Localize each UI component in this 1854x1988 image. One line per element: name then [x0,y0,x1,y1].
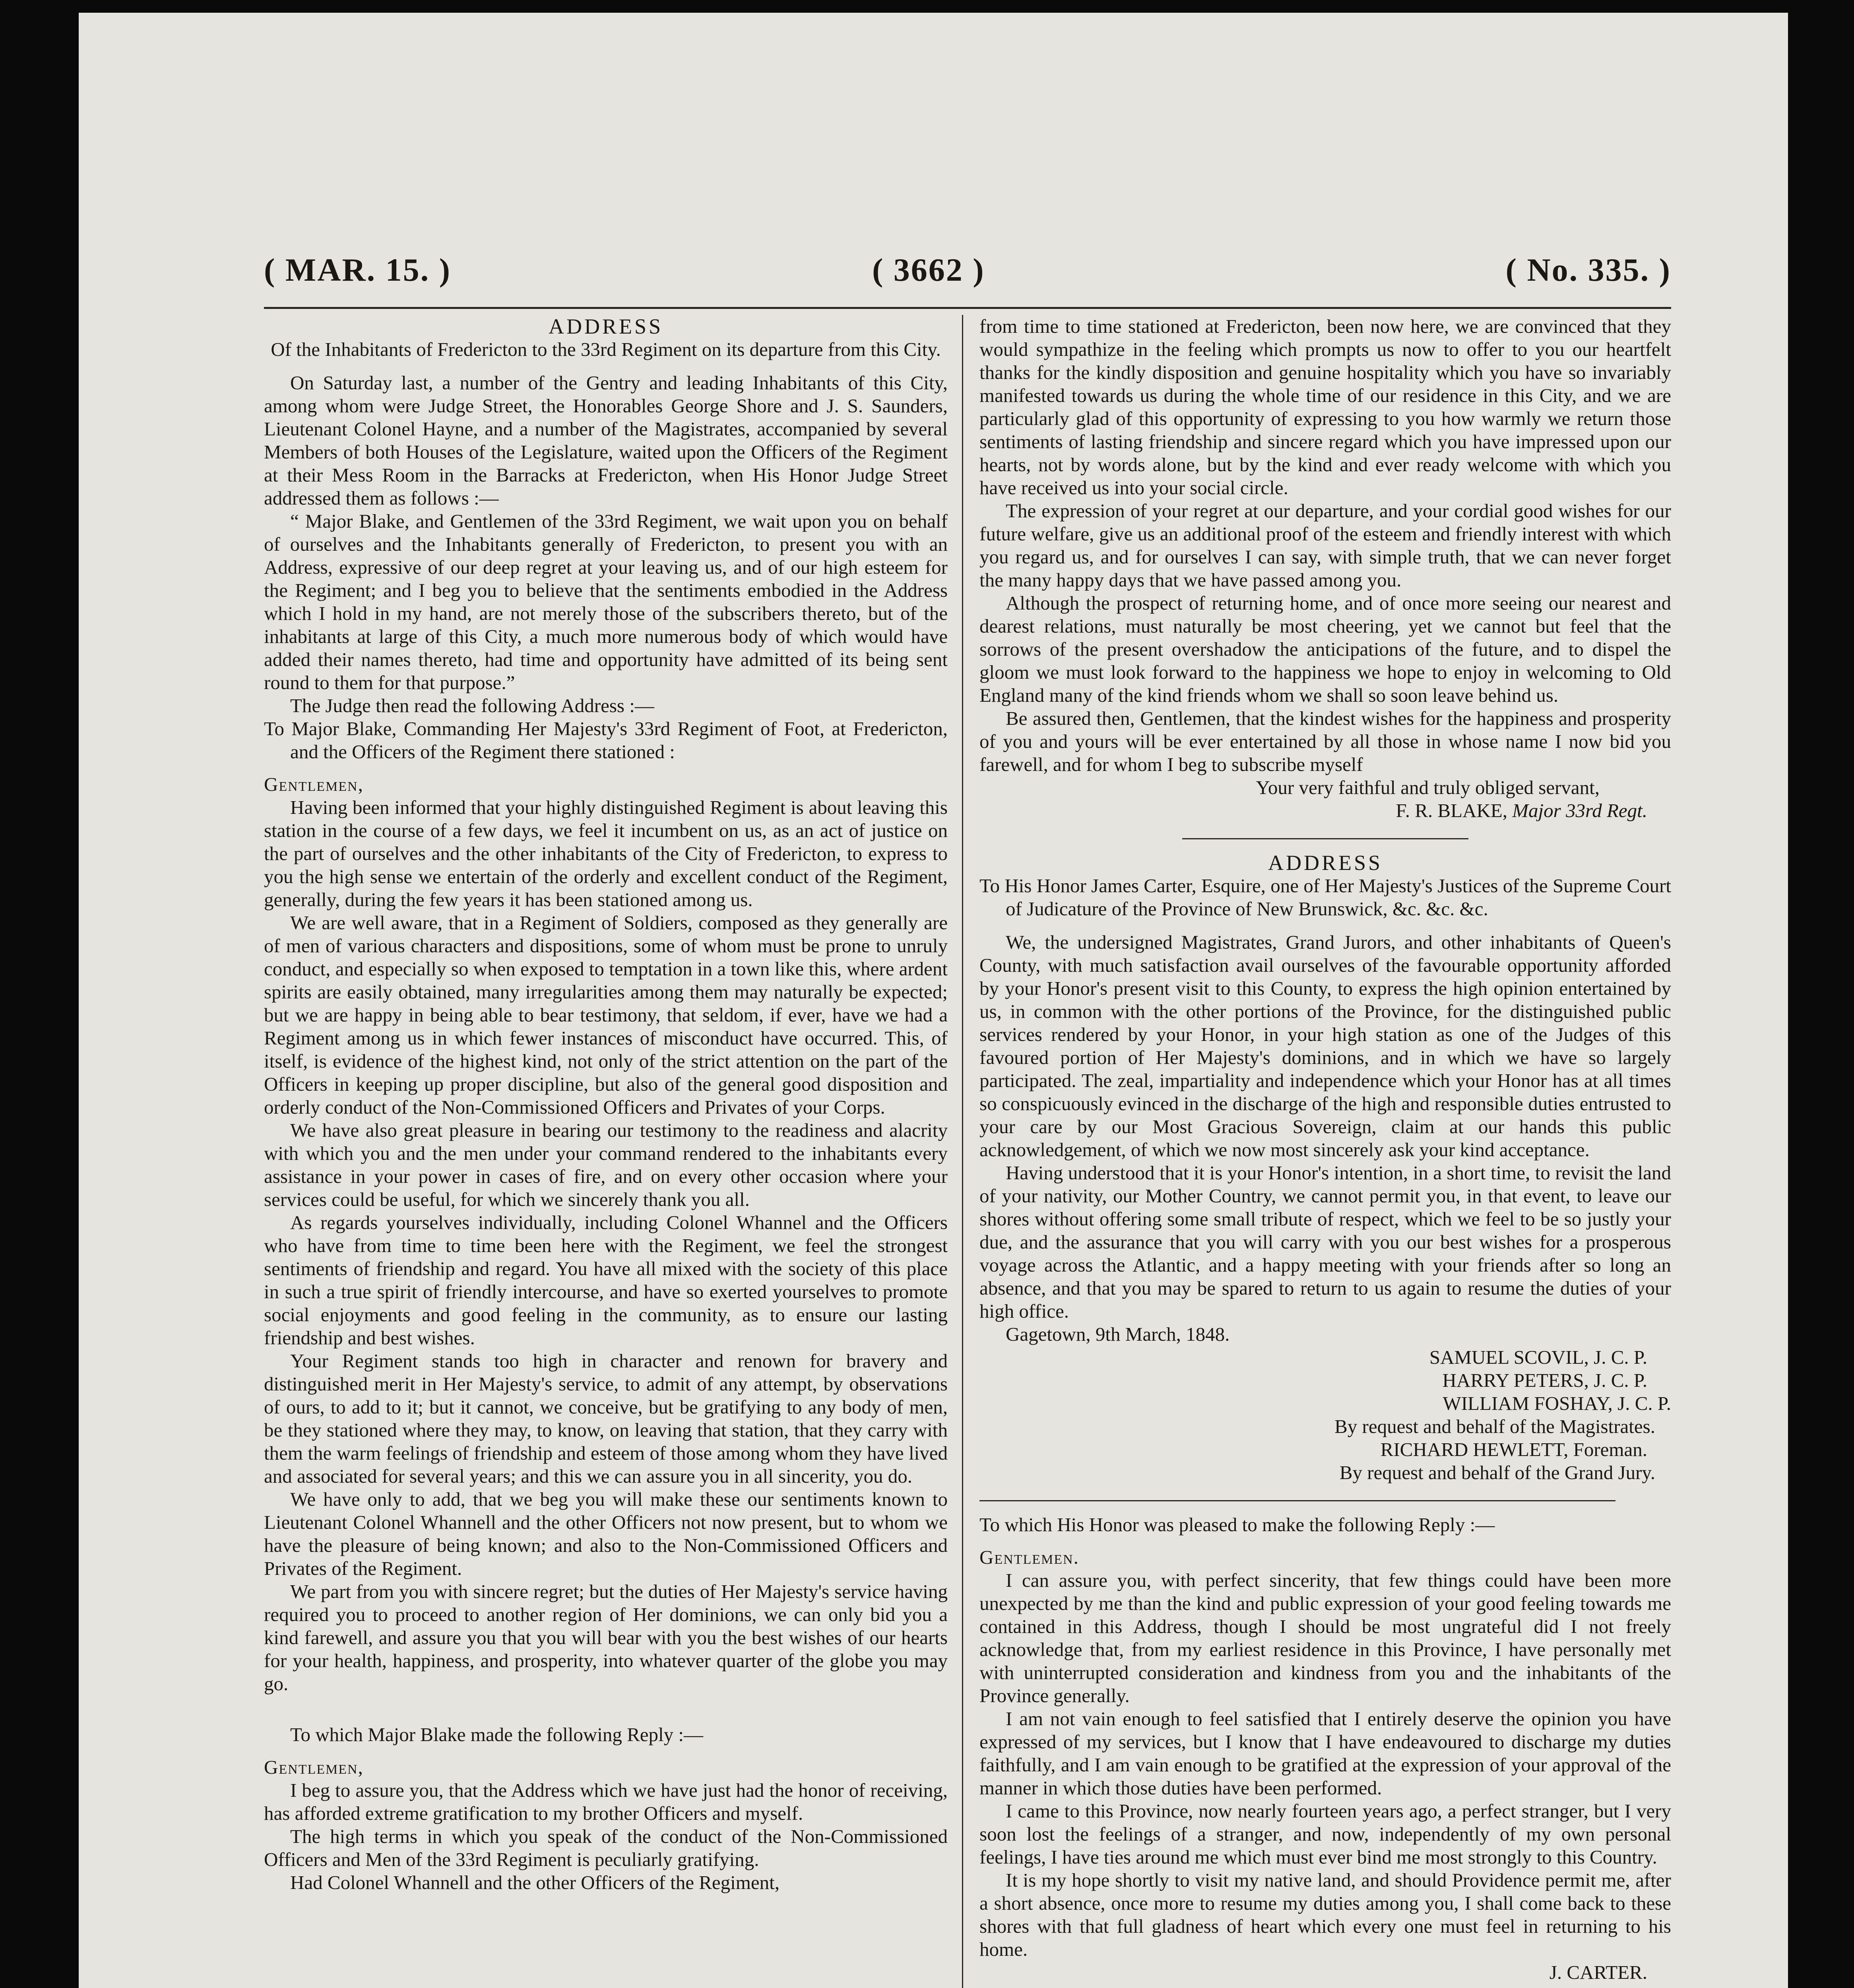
reply-intro: To which Major Blake made the following Reply :— [290,1724,703,1745]
signatory: HARRY PETERS, J. C. P. [1442,1369,1647,1391]
issue-date: ( MAR. 15. ) [264,252,451,288]
address-paragraph: As regards yourselves individually, including Colonel Whannel and the Officers who have from time to time been here with the Regiment, we feel the strongest sentiments of friendship and regard. You have all mixed with the society of this place in such a true spirit of friendly intercourse, and have so exerted yourselves to promote social enjoyments and good feeling in the community, as to ensure our lasting friendship and best wishes. [264,1211,948,1349]
reply-paragraph: Be assured then, Gentlemen, that the kindest wishes for the happiness and prosperity of you and yours will be ever entertained by all those in whose name I now bid you farewell, and for whom I beg to subscribe myself [979,707,1671,775]
left-column [264,315,948,1894]
paragraph: The Judge then read the following Address :— [290,695,654,716]
address-title: ADDRESS [548,315,663,338]
signature-name: F. R. BLAKE, [1396,800,1507,821]
address2-title: ADDRESS [1268,851,1383,875]
reply-salutation: Gentlemen, [264,1756,364,1778]
carter-signature: J. CARTER. [1549,1961,1647,1983]
address-paragraph: Your Regiment stands too high in character and renown for bravery and distinguished merit in Her Majesty's service, to admit of any attempt, by observations of ours, to add to it; but it cannot, we conceive, but be gratifying to any body of men, be they stationed where they may, to know, on leaving that station, that they carry with them the warm feelings of friendship and esteem of those among whom they have lived and associated for several years; and this we can assure you in all sincerity, you do. [264,1350,948,1487]
reply-paragraph: The expression of your regret at our departure, and your cordial good wishes for our future welfare, give us an additional proof of the esteem and friendly interest with which you regard us, and for ourselves I can say, with simple truth, that we can never forget the many happy days that we have passed among you. [979,500,1671,591]
reply2-intro: To which His Honor was pleased to make the following Reply :— [979,1514,1495,1536]
page-header [264,251,1671,303]
reply2-paragraph: I came to this Province, now nearly fourteen years ago, a perfect stranger, but I very soon lost the feelings of a stranger, and now, independently of my own personal feelings, I have ties around me which must ever bind me most strongly to this Country. [979,1800,1671,1868]
address-paragraph: We part from you with sincere regret; but the duties of Her Majesty's service having required you to proceed to another region of Her dominions, we can only bid you a kind farewell, and assure you that you will bear with you the best wishes of our hearts for your health, happiness, and prosperity, into whatever quarter of the globe you may go. [264,1580,948,1695]
salutation: Gentlemen, [264,773,364,795]
reply-continued: from time to time stationed at Fredericton, been now here, we are convinced that they would sympathize in the feeling which prompts us now to offer to you our heartfelt thanks for the kindly disposition and genuine hospitality which you have so invariably manifested towards us during the whole time of our residence in this City, and we are particularly glad of this opportunity of expressing to you how warmly we return those sentiments of lasting friendship and sincere regard which you have impressed upon our hearts, not by words alone, but by the kind and ever ready welcome with which you have received us into your social circle. [979,315,1671,499]
foreman-signature: RICHARD HEWLETT, Foreman. [1380,1439,1647,1460]
signatory: WILLIAM FOSHAY, J. C. P. [1443,1392,1671,1414]
reply2-paragraph: It is my hope shortly to visit my native land, and should Providence permit me, after a short absence, once more to resume my duties among you, I shall come back to these shores with that full gladness of heart which every one must feel in returning to his home. [979,1869,1671,1960]
reply2-paragraph: I am not vain enough to feel satisfied that I entirely deserve the opinion you have expressed of my services, but I know that I have endeavoured to discharge my duties faithfully, and I am vain enough to be gratified at the expression of your approval of the manner in which those duties have been performed. [979,1708,1671,1799]
section-rule [1182,838,1468,839]
issue-number: ( No. 335. ) [1505,252,1671,288]
signature-title: Major 33rd Regt. [1512,800,1647,821]
address-paragraph: We have only to add, that we beg you will make these our sentiments known to Lieutenant Colonel Whannell and the other Officers not now present, but to whom we have the pleasure of being known; and also to the Non-Commissioned Officers and Privates of the Regiment. [264,1488,948,1579]
column-divider [962,315,963,1988]
address-paragraph: We are well aware, that in a Regiment of Soldiers, composed as they generally are of men of various characters and dispositions, some of whom must be prone to unruly conduct, and especially so when exposed to temptation in a town like this, where ardent spirits are easily obtained, many irregularities among them may naturally be expected; but we are happy in being able to bear testimony, that seldom, if ever, have we had a Regiment among us in which fewer instances of misconduct have occurred. This, of itself, is evidence of the highest kind, not only of the strict attention on the part of the Officers in keeping up proper discipline, but also of the general good disposition and orderly conduct of the Non-Commissioned Officers and Privates of your Corps. [264,912,948,1118]
section-rule [979,1500,1615,1501]
signatory: SAMUEL SCOVIL, J. C. P. [1429,1346,1647,1368]
page-number: ( 3662 ) [872,252,985,288]
address-recipient: To Major Blake, Commanding Her Majesty's 33rd Regiment of Foot, at Fredericton, and the Officers of the Regiment there stationed : [264,718,948,763]
reply2-salutation: Gentlemen. [979,1546,1079,1568]
address2-paragraph: Having understood that it is your Honor's intention, in a short time, to revisit the land of your nativity, our Mother Country, we cannot permit you, in that event, to leave our shores without offering some small tribute of respect, which we feel to be so justly your due, and the assurance that you will carry with you our best wishes for a prosperous voyage across the Atlantic, and a happy meeting with your friends after so long an absence, and that you may be spared to return to us again to resume the duties of your high office. [979,1162,1671,1322]
paragraph: On Saturday last, a number of the Gentry and leading Inhabitants of this City, among whom were Judge Street, the Honorables George Shore and J. S. Saunders, Lieutenant Colonel Hayne, and a number of the Magistrates, accompanied by several Members of both Houses of the Legislature, waited upon the Officers of the Regiment at their Mess Room in the Barracks at Fredericton, when His Honor Judge Street addressed them as follows :— [264,372,948,509]
address-subtitle: Of the Inhabitants of Fredericton to the 33rd Regiment on its departure from this City. [271,338,941,360]
reply-paragraph: Although the prospect of returning home, and of once more seeing our nearest and dearest relations, must naturally be most cheering, yet we cannot but feel that the sorrows of the present overshadow the anticipations of the future, and to dispel the gloom we must look forward to the happiness we hope to enjoy in welcoming to Old England many of the kind friends whom we shall so soon leave behind us. [979,592,1671,706]
right-column [979,315,1671,1984]
header-rule [264,307,1671,309]
reply-paragraph: Had Colonel Whannell and the other Officers of the Regiment, [290,1872,780,1893]
reply-closing: Your very faithful and truly obliged servant, [1256,777,1600,798]
magistrates-note: By request and behalf of the Magistrates. [1334,1415,1655,1437]
gazette-page [79,13,1788,1988]
reply2-paragraph: I can assure you, with perfect sincerity, that few things could have been more unexpected by me than the kind and public expression of your good feeling towards me contained in this Address, though I should be most ungrateful did I not freely acknowledge that, from my earliest residence in this Province, I have personally met with uninterrupted consideration and kindness from you and the inhabitants of the Province generally. [979,1569,1671,1706]
reply-paragraph: I beg to assure you, that the Address which we have just had the honor of receiving, has afforded extreme gratification to my brother Officers and myself. [264,1779,948,1824]
address-paragraph: We have also great pleasure in bearing our testimony to the readiness and alacrity with which you and the men under your command rendered to the inhabitants every assistance in your power in cases of fire, and on every other occasion where your services could be useful, for which we sincerely thank you all. [264,1119,948,1210]
place-date: Gagetown, 9th March, 1848. [1006,1323,1230,1345]
reply-paragraph: The high terms in which you speak of the conduct of the Non-Commissioned Officers and Men of the 33rd Regiment is peculiarly gratifying. [264,1825,948,1870]
address2-recipient: To His Honor James Carter, Esquire, one of Her Majesty's Justices of the Supreme Court of Judicature of the Province of New Brunswick, &c. &c. &c. [979,875,1671,920]
address2-paragraph: We, the undersigned Magistrates, Grand Jurors, and other inhabitants of Queen's County, with much satisfaction avail ourselves of the favourable opportunity afforded by your Honor's present visit to this County, to express the high opinion entertained by us, in common with the other portions of the Province, for the distinguished public services rendered by your Honor, in your high station as one of the Judges of this favoured portion of Her Majesty's dominions, and in which we have so largely participated. The zeal, impartiality and independence which your Honor has at all times so conspicuously evinced in the discharge of the high and responsible duties entrusted to your care by our Most Gracious Sovereign, claim at our hands this public acknowledgement, of which we now most sincerely ask your kind acceptance. [979,931,1671,1161]
jury-note: By request and behalf of the Grand Jury. [1339,1462,1655,1483]
address-paragraph: Having been informed that your highly distinguished Regiment is about leaving this station in the course of a few days, we feel it incumbent on us, as an act of justice on the part of ourselves and the other inhabitants of the City of Fredericton, to express to you the high sense we entertain of the orderly and excellent conduct of the Regiment, generally, during the few years it has been stationed among us. [264,796,948,911]
paragraph: “ Major Blake, and Gentlemen of the 33rd Regiment, we wait upon you on behalf of ourselves and the Inhabitants generally of Fredericton, to present you with an Address, expressive of our deep regret at your leaving us, and of our high esteem for the Regiment; and I beg you to believe that the sentiments embodied in the Address which I hold in my hand, are not merely those of the subscribers thereto, but of the inhabitants at large of this City, a much more numerous body of which would have added their names thereto, had time and opportunity have admitted of its being sent round to them for that purpose.” [264,510,948,693]
blake-signature [979,799,1671,822]
